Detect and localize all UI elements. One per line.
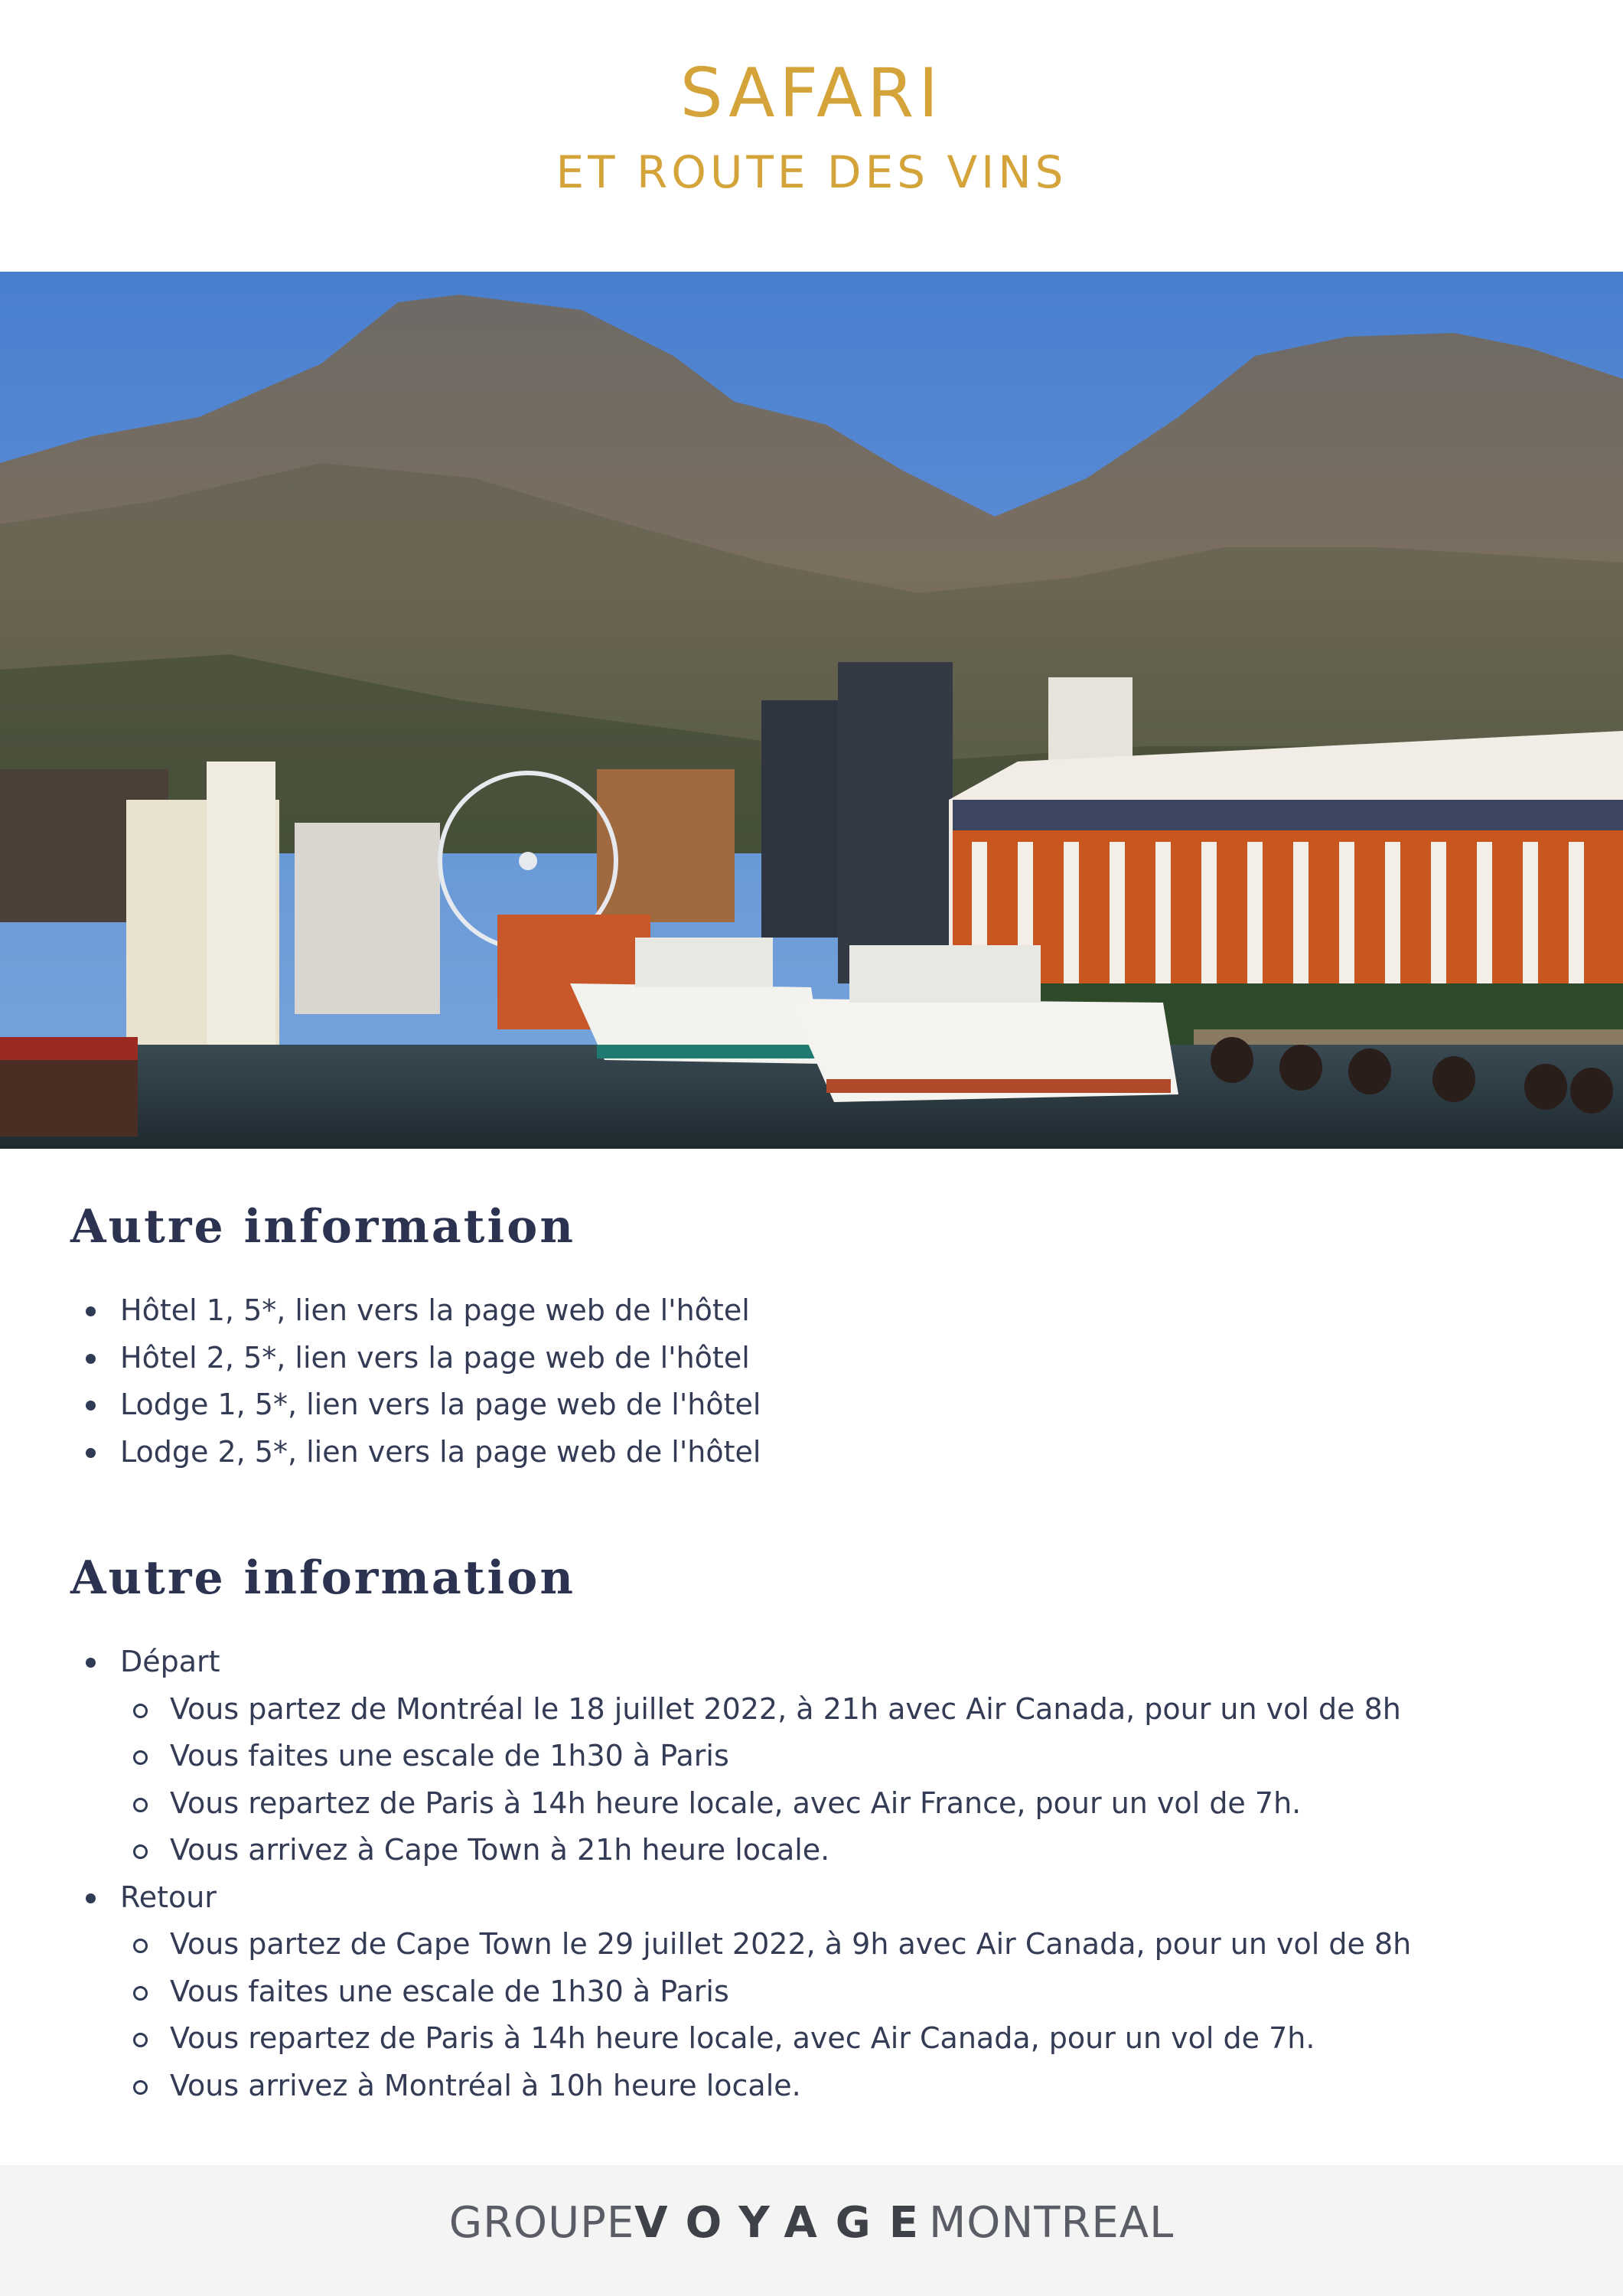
brand-left: GROUPE — [448, 2198, 635, 2248]
list-item: Lodge 1, 5*, lien vers la page web de l'hôtel — [70, 1381, 761, 1429]
page-header — [0, 0, 1623, 272]
page-subtitle: ET ROUTE DES VINS — [556, 146, 1067, 198]
section-title-hotels: Autre information — [70, 1200, 575, 1254]
list-item: Vous partez de Montréal le 18 juillet 2022, à 21h avec Air Canada, pour un vol de 8h — [120, 1686, 1411, 1733]
retour-sublist — [120, 1921, 1411, 2109]
brand-right: MONTREAL — [928, 2198, 1175, 2248]
depart-sublist — [120, 1686, 1411, 1874]
brand-logo — [0, 2198, 1623, 2248]
list-item: Vous arrivez à Cape Town à 21h heure locale. — [120, 1827, 1411, 1874]
brand-bold: VOYAGE — [634, 2198, 937, 2248]
group-label: Retour — [120, 1880, 217, 1914]
list-item: Lodge 2, 5*, lien vers la page web de l'hôtel — [70, 1429, 761, 1476]
list-item: Vous arrivez à Montréal à 10h heure locale. — [120, 2063, 1411, 2110]
list-item: Vous repartez de Paris à 14h heure locale, avec Air Canada, pour un vol de 7h. — [120, 2015, 1411, 2063]
list-item-depart — [70, 1639, 1411, 1874]
section-title-flights: Autre information — [70, 1551, 575, 1605]
flights-list — [70, 1639, 1411, 2109]
page-title: SAFARI — [680, 54, 943, 132]
list-item: Vous partez de Cape Town le 29 juillet 2022, à 9h avec Air Canada, pour un vol de 8h — [120, 1921, 1411, 1968]
page-footer — [0, 2165, 1623, 2296]
list-item: Vous faites une escale de 1h30 à Paris — [120, 1968, 1411, 2016]
list-item: Vous faites une escale de 1h30 à Paris — [120, 1733, 1411, 1780]
group-label: Départ — [120, 1645, 220, 1678]
list-item: Vous repartez de Paris à 14h heure locale, avec Air France, pour un vol de 7h. — [120, 1780, 1411, 1828]
list-item-retour — [70, 1874, 1411, 2110]
list-item: Hôtel 1, 5*, lien vers la page web de l'hôtel — [70, 1287, 761, 1335]
hotels-list — [70, 1287, 761, 1476]
list-item: Hôtel 2, 5*, lien vers la page web de l'hôtel — [70, 1335, 761, 1382]
hero-photo — [0, 272, 1623, 1149]
